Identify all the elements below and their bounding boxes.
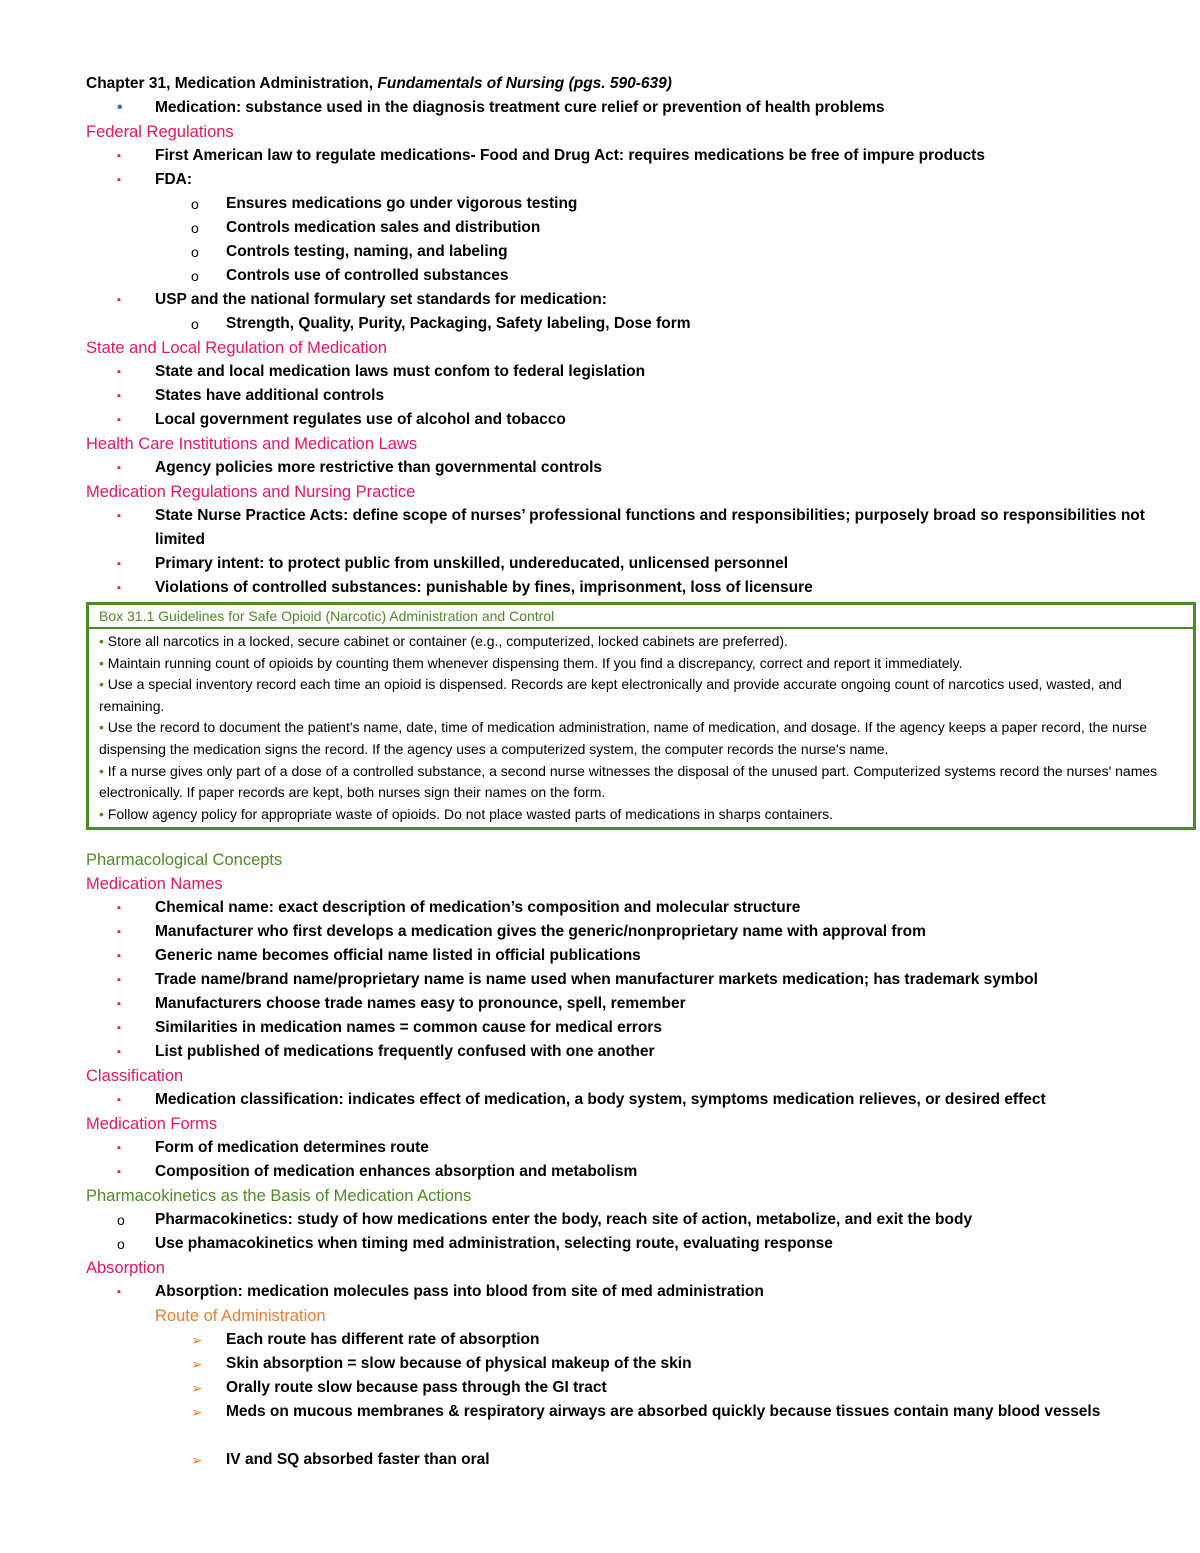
list-item xyxy=(86,288,1198,312)
sub-list-item xyxy=(86,264,1198,288)
square-bullet-icon: ▪ xyxy=(117,366,121,378)
list-item-text: State Nurse Practice Acts: define scope of nurses’ professional functions and responsibilities; purposely broad so responsibilities not limited xyxy=(155,507,1145,548)
box-item-text: Use the record to document the patient's name, date, time of medication administration, name of medication, and dosage. If the agency keeps a paper record, the nurse dispensing the medication signs the record. If the agency uses a computerized system, the computer records the nurse's name. xyxy=(99,719,1148,757)
list-item xyxy=(86,408,1198,432)
list-item xyxy=(86,504,1198,552)
sub-list-item-text: IV and SQ absorbed faster than oral xyxy=(226,1451,490,1469)
list-item-text: First American law to regulate medications- Food and Drug Act: requires medications be free of impure products xyxy=(155,147,985,164)
spacer xyxy=(86,830,1198,848)
list-item-text: Use phamacokinetics when timing med administration, selecting route, evaluating response xyxy=(155,1235,833,1253)
sub-list-item-text: Controls use of controlled substances xyxy=(226,267,509,284)
square-bullet-icon: ▪ xyxy=(117,1022,121,1035)
box-item xyxy=(99,674,1185,717)
list-item-text: Composition of medication enhances absorption and metabolism xyxy=(155,1163,638,1181)
green-bullet-icon: • xyxy=(99,805,104,822)
green-bullet-icon: • xyxy=(99,633,104,649)
list-item xyxy=(86,1088,1198,1112)
list-item-text: Primary intent: to protect public from unskilled, undereducated, unlicensed personnel xyxy=(155,555,789,572)
list-item xyxy=(86,384,1198,408)
opioid-guidelines-box xyxy=(86,602,1196,830)
box-item-text: If a nurse gives only part of a dose of a controlled substance, a second nurse witnesses the disposal of the unused part. Computerized systems record the nurses' names electronically. If paper records are kept, both nurses sign their names on the form. xyxy=(99,762,1158,801)
square-bullet-icon: ▪ xyxy=(117,974,121,987)
box-item-text: Store all narcotics in a locked, secure cabinet or container (e.g., computerized, locked cabinets are preferred). xyxy=(107,633,788,649)
circle-bullet-icon: o xyxy=(191,268,199,284)
box-item xyxy=(99,717,1185,760)
list-item xyxy=(86,992,1198,1016)
list-item-text: Similarities in medication names = common cause for medical errors xyxy=(155,1019,662,1037)
list-item-text: USP and the national formulary set standards for medication: xyxy=(155,291,607,308)
green-bullet-icon: • xyxy=(99,676,104,693)
definition-text: Medication: substance used in the diagnosis treatment cure relief or prevention of health problems xyxy=(155,99,885,116)
square-bullet-icon: ▪ xyxy=(117,174,121,186)
list-item xyxy=(86,456,1198,480)
list-item xyxy=(86,896,1198,920)
sub-list-item-text: Each route has different rate of absorption xyxy=(226,1331,540,1349)
box-heading: Box 31.1 Guidelines for Safe Opioid (Narcotic) Administration and Control xyxy=(89,605,1193,629)
circle-bullet-icon: o xyxy=(117,1212,125,1229)
list-item-text: State and local medication laws must confom to federal legislation xyxy=(155,363,646,380)
box-item-text: Maintain running count of opioids by counting them whenever dispensing them. If you find a discrepancy, correct and report it immediately. xyxy=(107,654,963,671)
box-item xyxy=(99,761,1185,804)
box-item xyxy=(99,804,1185,826)
list-item-text: Form of medication determines route xyxy=(155,1139,429,1157)
list-item xyxy=(86,96,1198,120)
sub-list-item xyxy=(86,312,1198,336)
list-item xyxy=(86,1232,1198,1256)
list-item-text: Medication classification: indicates effect of medication, a body system, symptoms medication relieves, or desired effect xyxy=(155,1091,1046,1109)
circle-bullet-icon: o xyxy=(117,1236,125,1253)
square-bullet-icon: ▪ xyxy=(117,926,121,939)
sub-list-item xyxy=(86,1352,1198,1376)
circle-bullet-icon: o xyxy=(191,316,199,332)
arrow-bullet-icon: ➢ xyxy=(191,1380,203,1397)
square-bullet-icon: ▪ xyxy=(117,950,121,963)
box-item-text: Use a special inventory record each time an opioid is dispensed. Records are kept electronically and provide accurate ongoing count of narcotics used, wasted, and remaining. xyxy=(99,676,1122,714)
arrow-bullet-icon: ➢ xyxy=(191,1404,203,1421)
list-item xyxy=(86,1040,1198,1064)
list-item-text: Absorption: medication molecules pass into blood from site of med administration xyxy=(155,1283,764,1301)
green-bullet-icon: • xyxy=(99,719,104,736)
list-item-text: Generic name becomes official name listed in official publications xyxy=(155,947,641,965)
document-title xyxy=(86,72,1198,96)
section-heading: Pharmacokinetics as the Basis of Medication Actions xyxy=(86,1187,472,1206)
green-bullet-icon: • xyxy=(99,654,104,671)
list-item xyxy=(86,968,1198,992)
list-item xyxy=(86,1208,1198,1232)
box-item-text: Follow agency policy for appropriate waste of opioids. Do not place wasted parts of medications in sharps containers. xyxy=(107,805,834,822)
sub-list-item-text: Skin absorption = slow because of physical makeup of the skin xyxy=(226,1355,692,1373)
section-heading: Federal Regulations xyxy=(86,123,234,141)
list-item xyxy=(86,1160,1198,1184)
title-prefix: Chapter 31, Medication Administration, xyxy=(86,75,378,92)
list-item-text: Chemical name: exact description of medication’s composition and molecular structure xyxy=(155,899,801,917)
list-item-text: Manufacturer who first develops a medication gives the generic/nonproprietary name with approval from xyxy=(155,923,926,941)
section-heading: Pharmacological Concepts xyxy=(86,851,283,870)
bullet-icon: • xyxy=(117,99,123,116)
sub-list-item xyxy=(86,192,1198,216)
square-bullet-icon: ▪ xyxy=(117,1286,121,1299)
green-bullet-icon: • xyxy=(99,762,104,779)
list-item xyxy=(86,552,1198,576)
arrow-bullet-icon: ➢ xyxy=(191,1332,203,1349)
section-heading: Health Care Institutions and Medication Laws xyxy=(86,435,418,453)
square-bullet-icon: ▪ xyxy=(117,902,121,915)
sub-list-item-text: Ensures medications go under vigorous testing xyxy=(226,195,578,212)
square-bullet-icon: ▪ xyxy=(117,1166,121,1179)
list-item-text: Pharmacokinetics: study of how medications enter the body, reach site of action, metabolize, and exit the body xyxy=(155,1211,973,1229)
sub-list-item-text: Controls medication sales and distribution xyxy=(226,219,541,236)
list-item xyxy=(86,1016,1198,1040)
list-item xyxy=(86,920,1198,944)
box-body xyxy=(89,629,1193,827)
list-item-text: Violations of controlled substances: punishable by fines, imprisonment, loss of licensure xyxy=(155,579,813,596)
arrow-bullet-icon: ➢ xyxy=(191,1356,203,1373)
section-heading: State and Local Regulation of Medication xyxy=(86,339,387,357)
list-item xyxy=(86,944,1198,968)
section-heading: Medication Regulations and Nursing Practice xyxy=(86,483,416,501)
list-item xyxy=(86,144,1198,168)
sub-list-item xyxy=(86,1400,1198,1448)
list-item-text: FDA: xyxy=(155,171,193,188)
list-item xyxy=(86,1280,1198,1304)
section-heading: Medication Names xyxy=(86,875,223,894)
section-heading: Classification xyxy=(86,1067,184,1086)
sub-list-item xyxy=(86,240,1198,264)
section-heading: Absorption xyxy=(86,1259,165,1278)
sub-list-item-text: Orally route slow because pass through the GI tract xyxy=(226,1379,607,1397)
route-heading: Route of Administration xyxy=(155,1307,326,1326)
box-item xyxy=(99,653,1185,675)
sub-list-item-text: Controls testing, naming, and labeling xyxy=(226,243,508,260)
list-item-text: Manufacturers choose trade names easy to pronounce, spell, remember xyxy=(155,995,686,1013)
box-item xyxy=(99,631,1185,653)
square-bullet-icon: ▪ xyxy=(117,998,121,1011)
circle-bullet-icon: o xyxy=(191,220,199,236)
square-bullet-icon: ▪ xyxy=(117,1046,121,1059)
list-item-text: Trade name/brand name/proprietary name is name used when manufacturer markets medication; has trademark symbol xyxy=(155,971,1038,989)
arrow-bullet-icon: ➢ xyxy=(191,1452,203,1469)
list-item xyxy=(86,1136,1198,1160)
square-bullet-icon: ▪ xyxy=(117,294,121,306)
sub-list-item xyxy=(86,1376,1198,1400)
square-bullet-icon: ▪ xyxy=(117,414,121,426)
sub-list-item-text: Meds on mucous membranes & respiratory airways are absorbed quickly because tissues contain many blood vessels xyxy=(226,1403,1101,1421)
sub-list-item xyxy=(86,216,1198,240)
list-item-text: States have additional controls xyxy=(155,387,385,404)
list-item-text: Local government regulates use of alcohol and tobacco xyxy=(155,411,566,428)
square-bullet-icon: ▪ xyxy=(117,1142,121,1155)
circle-bullet-icon: o xyxy=(191,244,199,260)
document-page xyxy=(86,72,1198,1472)
square-bullet-icon: ▪ xyxy=(117,462,121,474)
square-bullet-icon: ▪ xyxy=(117,390,121,402)
square-bullet-icon: ▪ xyxy=(117,582,121,594)
sub-list-item xyxy=(86,1448,1198,1472)
title-italic: Fundamentals of Nursing (pgs. 590-639) xyxy=(377,75,672,92)
square-bullet-icon: ▪ xyxy=(117,1094,121,1107)
square-bullet-icon: ▪ xyxy=(117,558,121,570)
sub-list-item-text: Strength, Quality, Purity, Packaging, Safety labeling, Dose form xyxy=(226,315,691,332)
circle-bullet-icon: o xyxy=(191,196,199,212)
square-bullet-icon: ▪ xyxy=(117,510,121,522)
sub-section-heading xyxy=(86,1304,1198,1328)
sub-list-item xyxy=(86,1328,1198,1352)
list-item xyxy=(86,576,1198,600)
section-heading: Medication Forms xyxy=(86,1115,218,1134)
list-item xyxy=(86,360,1198,384)
list-item xyxy=(86,168,1198,192)
list-item-text: List published of medications frequently confused with one another xyxy=(155,1043,655,1061)
list-item-text: Agency policies more restrictive than governmental controls xyxy=(155,459,603,476)
square-bullet-icon: ▪ xyxy=(117,150,121,162)
